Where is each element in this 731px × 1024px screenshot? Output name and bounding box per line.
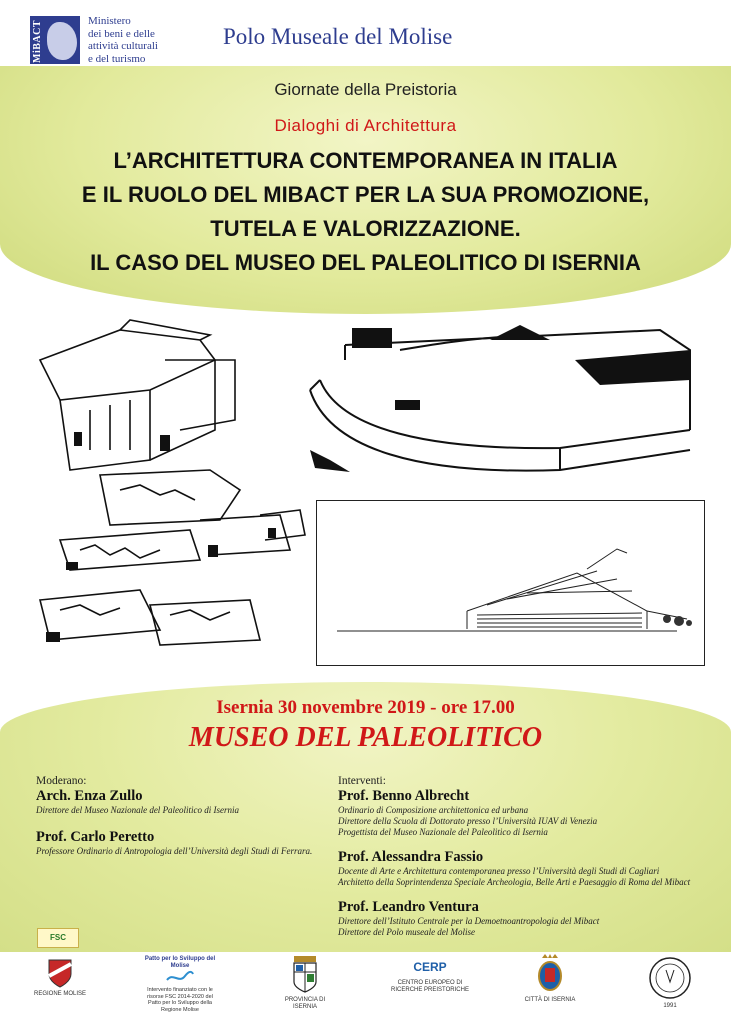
speaker-role: Docente di Arte e Architettura contemporanea presso l’Università degli Studi di Cagliari <box>338 866 660 876</box>
moderator-role: Professore Ordinario di Antropologia dell’Università degli Studi di Ferrara. <box>36 846 313 856</box>
architectural-drawings <box>0 300 731 680</box>
event-datetime: Isernia 30 novembre 2019 - ore 17.00 <box>216 697 515 718</box>
event-series: Giornate della Preistoria <box>274 80 457 99</box>
museum-elevation-drawing <box>316 500 705 666</box>
mibact-logo <box>30 16 80 64</box>
provincia-isernia-logo: PROVINCIA DI ISERNIA <box>275 954 335 1011</box>
moderators-column <box>36 775 336 857</box>
regione-shield-icon <box>47 958 73 988</box>
speaker-role: Architetto della Soprintendenza Speciale Archeologia, Belle Arti e Paesaggio di Roma del Mibact <box>338 877 691 887</box>
speaker-role: Ordinario di Composizione architettonica ed urbana <box>338 805 529 815</box>
speaker-role: Direttore dell’Istituto Centrale per la Demoetnoantropologia del Mibact <box>338 916 600 926</box>
logo-text: MiBACT <box>32 20 43 63</box>
moderator-name: Arch. Enza Zullo <box>36 788 143 804</box>
event-cycle: Dialoghi di Architettura <box>274 116 457 135</box>
logo-head-icon <box>47 22 77 60</box>
regione-molise-logo: REGIONE MOLISE <box>30 958 90 998</box>
page-header <box>0 0 731 66</box>
speakers-label: Interventi: <box>338 775 386 787</box>
university-seal-logo: 1991 <box>645 956 695 1010</box>
speaker-name: Prof. Alessandra Fassio <box>338 849 484 865</box>
sponsor-footer <box>0 952 731 1024</box>
speaker-name: Prof. Benno Albrecht <box>338 788 470 804</box>
citta-isernia-logo: CITTÀ DI ISERNIA <box>520 954 580 1004</box>
speaker-role: Direttore del Polo museale del Molise <box>338 927 476 937</box>
citta-crest-icon <box>536 954 564 994</box>
provincia-crest-icon <box>291 954 319 994</box>
moderator-role: Direttore del Museo Nazionale del Paleolitico di Isernia <box>36 805 240 815</box>
patto-sviluppo-logo: Patto per lo Sviluppo del Molise Intervento finanziato con le risorse FSC 2014-2020 del Patto per lo Sviluppo della Regione Molise <box>144 956 216 1013</box>
event-title: L’ARCHITETTURA CONTEMPORANEA IN ITALIA E IL RUOLO DEL MIBACT PER LA SUA PROMOZIONE, TUTELA E VALORIZZAZIONE. IL CASO DEL MUSEO DEL PALEOLITICO DI ISERNIA <box>81 148 650 275</box>
polo-museale-title: Polo Museale del Molise <box>223 24 453 49</box>
cerp-logo: CERP CENTRO EUROPEO DI RICERCHE PREISTORICHE <box>391 960 469 993</box>
fsc-logo: FSC <box>37 928 79 948</box>
elevation-sketch-image <box>317 501 704 665</box>
speaker-role: Direttore della Scuola di Dottorato presso l’Università IUAV di Venezia <box>338 816 598 826</box>
patto-wave-icon <box>165 970 195 984</box>
speaker-role: Progettista del Museo Nazionale del Paleolitico di Isernia <box>338 827 548 837</box>
speakers-column <box>338 775 718 938</box>
speaker-name: Prof. Leandro Ventura <box>338 899 479 915</box>
moderators-label: Moderano: <box>36 775 87 787</box>
university-seal-icon <box>648 956 692 1000</box>
moderator-name: Prof. Carlo Peretto <box>36 829 155 845</box>
event-venue: MUSEO DEL PALEOLITICO <box>188 722 543 753</box>
ministry-name: Ministero dei beni e delle attività culturali e del turismo <box>88 15 158 65</box>
